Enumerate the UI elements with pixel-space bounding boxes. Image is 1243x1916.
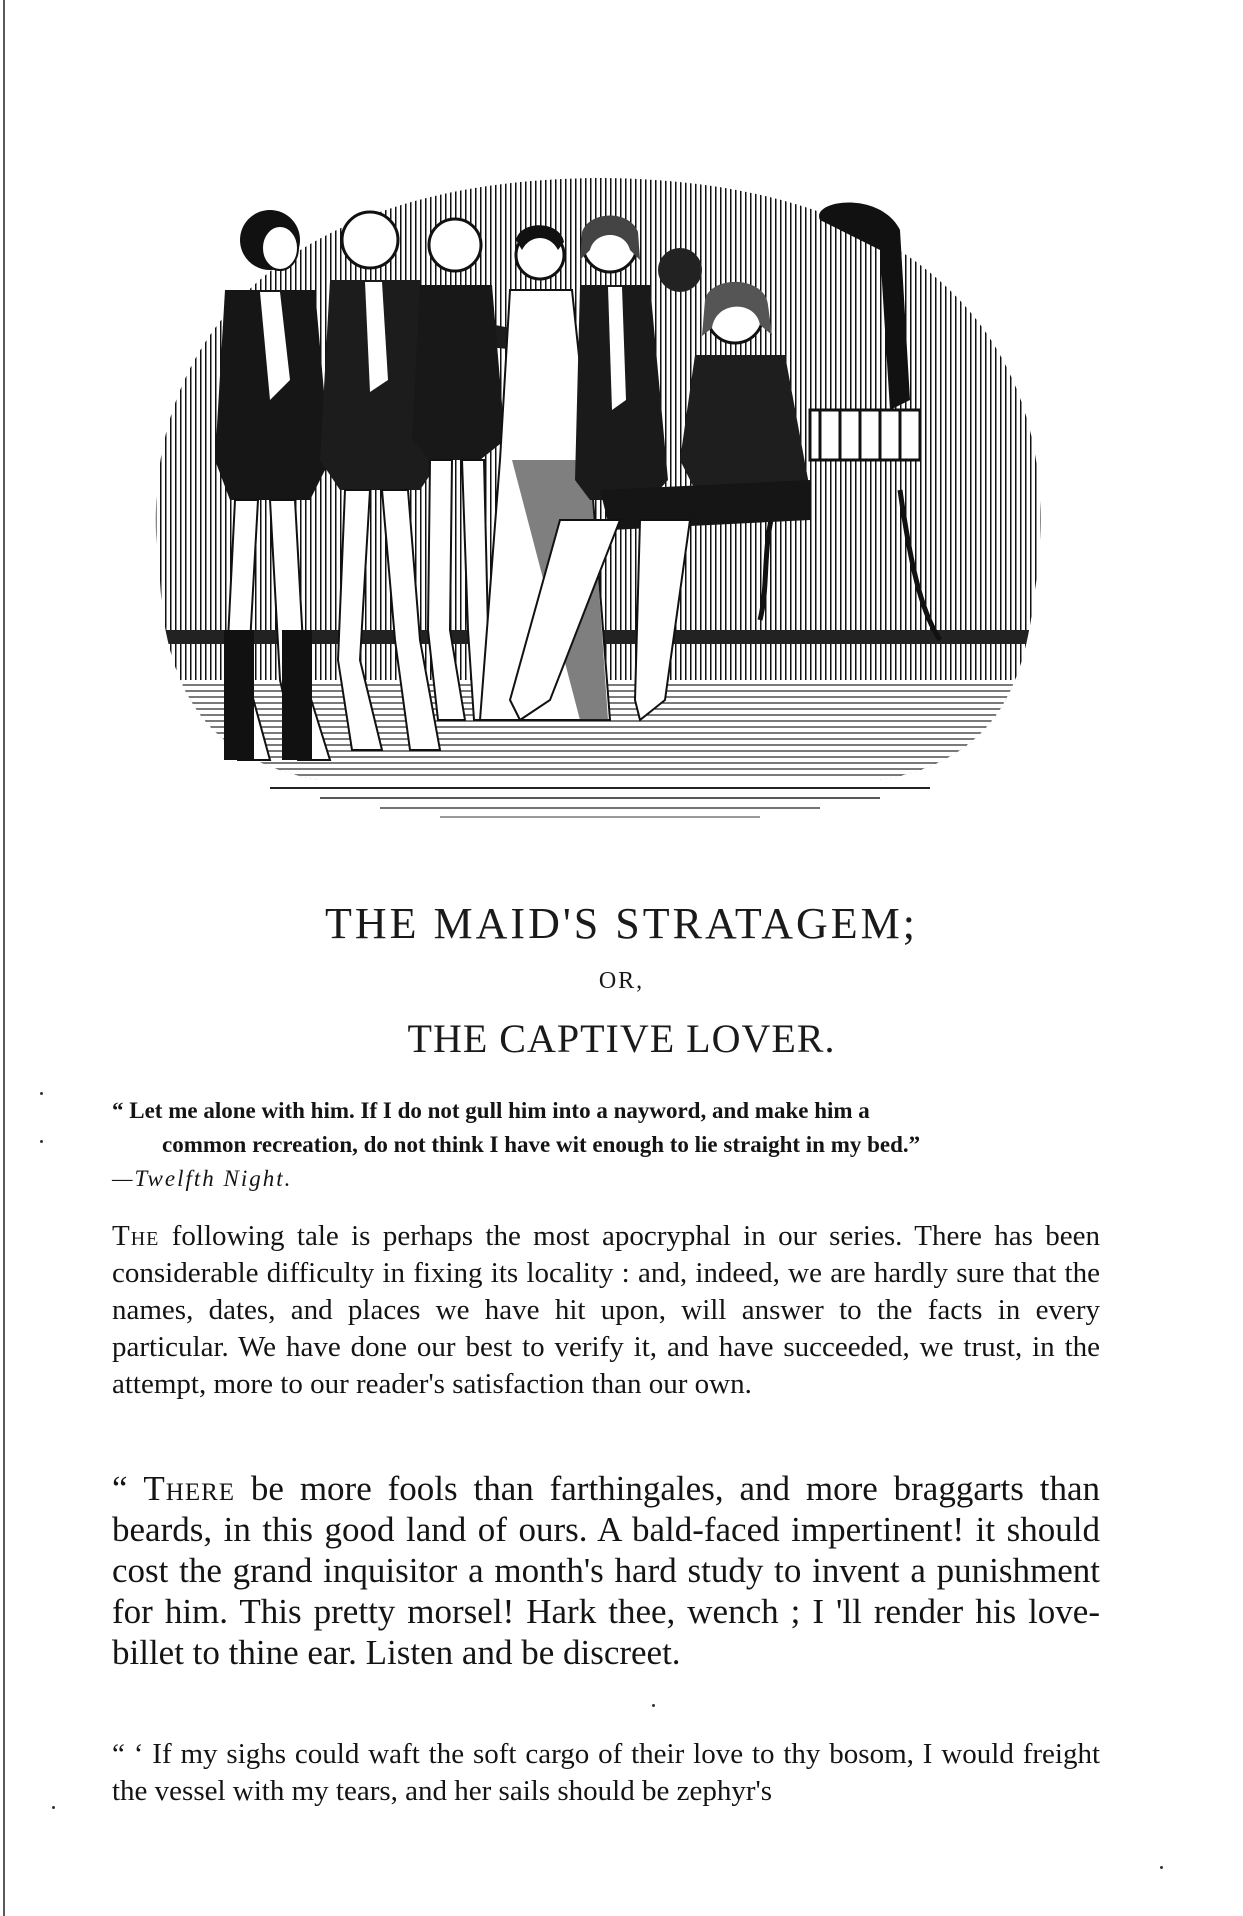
page-edge-rule: [3, 0, 5, 1916]
print-speck: [52, 1806, 55, 1809]
open-quote: “: [112, 1469, 144, 1508]
title-conjunction: OR,: [598, 968, 645, 994]
epigraph: [112, 1094, 1100, 1196]
figure-shadowed-face: [658, 248, 702, 292]
intro-paragraph: [112, 1218, 1100, 1403]
print-speck: [40, 1092, 43, 1095]
lead-word: The: [112, 1220, 160, 1252]
lead-word: There: [143, 1469, 236, 1508]
print-speck: [40, 1140, 43, 1143]
epigraph-attribution: —Twelfth Night.: [112, 1166, 293, 1191]
print-speck: [652, 1704, 655, 1707]
chapter-title: THE MAID'S STRATAGEM;: [325, 899, 918, 948]
body-paragraph: [112, 1468, 1100, 1673]
body-paragraph: “ ‘ If my sighs could waft the soft cargo of their love to thy bosom, I would freight the vessel with my tears, and her sails should be zephyr's: [112, 1738, 1100, 1807]
chapter-subtitle: THE CAPTIVE LOVER.: [407, 1016, 836, 1061]
paragraph-text: following tale is perhaps the most apocryphal in our series. There has been considerable difficulty in fixing its locality : and, indeed, we are hardly sure that the names, dates, and places we have hit upon, will answer to the facts in every particular. We have done our best to verify it, and have succeeded, we trust, in the attempt, more to our reader's satisfaction than our own.: [112, 1220, 1100, 1400]
epigraph-line: common recreation, do not think I have wit enough to lie straight in my bed.”: [162, 1132, 921, 1157]
epigraph-line: “ Let me alone with him. If I do not gull him into a nayword, and make him a: [112, 1098, 870, 1123]
engraving-illustration: [120, 160, 1080, 840]
paragraph-text: be more fools than farthingales, and more braggarts than beards, in this good land of ours. A bald-faced impertinent! it should cost the grand inquisitor a month's hard study to invent a punishment for him. This pretty morsel! Hark thee, wench ; I 'll render his love-billet to thine ear. Listen and be discreet.: [112, 1469, 1100, 1672]
print-speck: [1160, 1866, 1163, 1869]
